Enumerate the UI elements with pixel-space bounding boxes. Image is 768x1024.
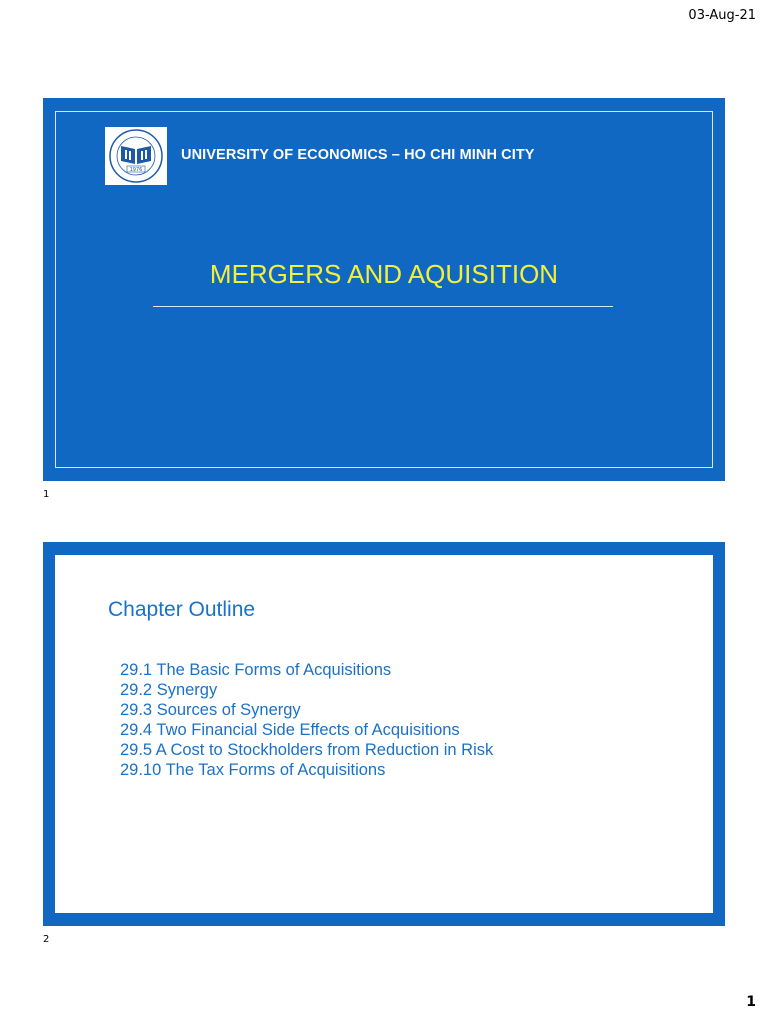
slide-2 — [43, 542, 725, 926]
title-divider — [153, 306, 613, 307]
outline-item: 29.2 Synergy — [120, 681, 218, 699]
outline-item: 29.4 Two Financial Side Effects of Acquisitions — [120, 721, 460, 739]
slide-1-title: MERGERS AND AQUISITION — [209, 259, 559, 289]
outline-item: 29.1 The Basic Forms of Acquisitions — [120, 661, 392, 679]
slide-2-number: 2 — [43, 934, 50, 945]
slide-1 — [43, 98, 725, 481]
document-date: 03-Aug-21 — [688, 8, 756, 23]
slide-2-panel — [55, 555, 713, 913]
slide-1-number: 1 — [43, 489, 50, 500]
outline-item: 29.3 Sources of Synergy — [120, 701, 301, 719]
university-name: UNIVERSITY OF ECONOMICS – HO CHI MINH CITY — [181, 147, 535, 163]
logo-year: 1976 — [129, 167, 143, 173]
outline-item: 29.10 The Tax Forms of Acquisitions — [120, 761, 386, 779]
university-seal-icon — [105, 127, 167, 185]
chapter-outline-heading: Chapter Outline — [108, 598, 256, 621]
outline-item: 29.5 A Cost to Stockholders from Reduction in Risk — [120, 741, 494, 759]
page-number: 1 — [746, 994, 756, 1010]
outline-list — [120, 660, 493, 780]
university-logo — [105, 127, 167, 185]
